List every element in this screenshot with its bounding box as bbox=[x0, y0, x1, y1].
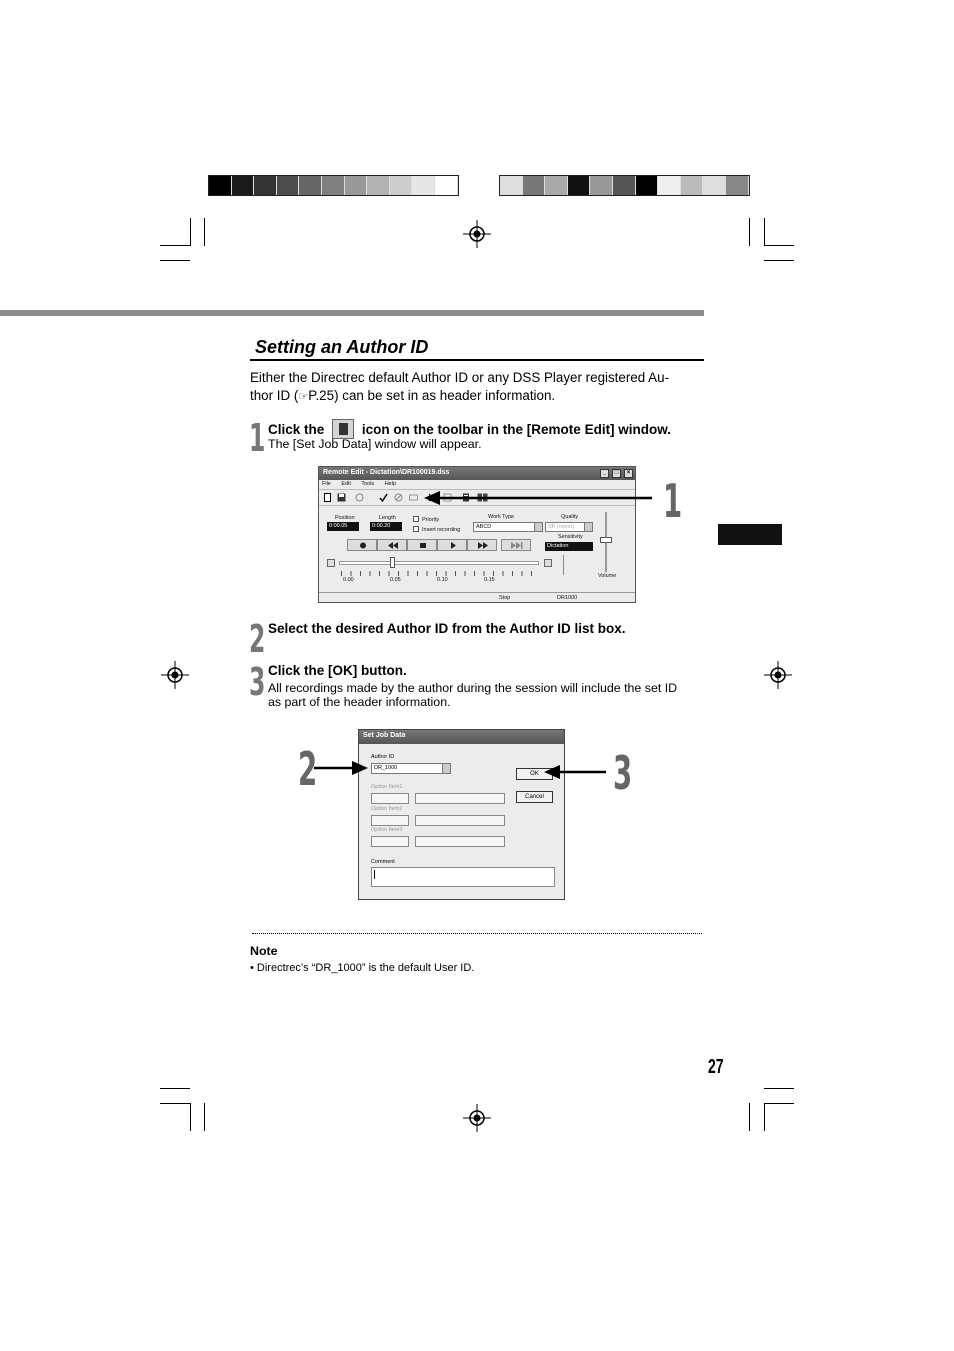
color-bar-right bbox=[499, 175, 750, 196]
tick-label: 0.10 bbox=[437, 577, 448, 583]
chapter-tab bbox=[718, 524, 782, 545]
step-body bbox=[268, 681, 708, 709]
tick-label: 0.00 bbox=[343, 577, 354, 583]
intro-line2a: thor ID ( bbox=[250, 388, 299, 403]
note-heading: Note bbox=[250, 944, 278, 958]
page-number: 27 bbox=[708, 1056, 724, 1078]
worktype-label: Work Type bbox=[488, 514, 515, 520]
menu-help[interactable]: Help bbox=[384, 481, 397, 487]
set-job-data-dialog bbox=[358, 729, 565, 900]
new-file-icon[interactable] bbox=[323, 493, 332, 502]
registration-mark-icon bbox=[463, 1104, 491, 1132]
step1-title-a: Click the bbox=[268, 422, 325, 437]
hand-icon[interactable] bbox=[355, 493, 364, 502]
chevron-down-icon[interactable] bbox=[442, 764, 450, 773]
close-button[interactable]: × bbox=[624, 469, 633, 478]
dialog-title: Set Job Data bbox=[363, 732, 406, 739]
stop-button[interactable] bbox=[407, 539, 437, 551]
step1-title-b: icon on the toolbar in the [Remote Edit] window. bbox=[361, 422, 672, 437]
option-item2-label: Option Item2 bbox=[371, 806, 403, 812]
author-id-label: Author ID bbox=[371, 754, 395, 760]
quality-value: SP (mono) bbox=[548, 524, 575, 530]
option-item3-label: Option Item3 bbox=[371, 827, 403, 833]
minimize-button[interactable]: _ bbox=[600, 469, 609, 478]
sensitivity-label: Sensitivity bbox=[558, 534, 583, 540]
dialog-titlebar bbox=[359, 730, 564, 744]
priority-label: Priority bbox=[422, 517, 440, 523]
scroll-left-button[interactable] bbox=[327, 559, 335, 567]
sensitivity-value[interactable]: Dictation bbox=[545, 542, 593, 551]
position-label: Position bbox=[335, 515, 355, 521]
step3-body-line2: as part of the header information. bbox=[268, 695, 451, 709]
insert-recording-checkbox[interactable] bbox=[413, 526, 419, 532]
tick-label: 0.05 bbox=[390, 577, 401, 583]
step-title bbox=[268, 419, 671, 439]
book-icon[interactable] bbox=[409, 493, 418, 502]
rewind-button[interactable] bbox=[377, 539, 407, 551]
callout-arrow-2 bbox=[314, 760, 368, 776]
insert-recording-label: Insert recording bbox=[422, 527, 461, 533]
dotted-separator bbox=[252, 933, 702, 934]
timeline-ticks bbox=[341, 571, 537, 576]
option-item3-field[interactable] bbox=[371, 836, 409, 847]
registration-mark-icon bbox=[463, 220, 491, 248]
volume-slider-thumb[interactable] bbox=[600, 537, 612, 543]
set-job-data-icon bbox=[332, 419, 354, 439]
menu-tools[interactable]: Tools bbox=[361, 481, 375, 487]
tick-label: 0.15 bbox=[484, 577, 495, 583]
priority-checkbox[interactable] bbox=[413, 516, 419, 522]
quality-select[interactable] bbox=[545, 522, 593, 532]
step3-body-line1: All recordings made by the author during the session will include the set ID bbox=[268, 681, 678, 695]
save-icon[interactable] bbox=[337, 493, 346, 502]
cancel-icon[interactable] bbox=[394, 493, 403, 502]
callout-arrow-1 bbox=[424, 490, 654, 506]
scroll-right-button[interactable] bbox=[544, 559, 552, 567]
option-item1-field[interactable] bbox=[371, 793, 409, 804]
worktype-select[interactable] bbox=[473, 522, 543, 532]
position-track[interactable] bbox=[339, 561, 539, 565]
callout-number: 3 bbox=[613, 746, 633, 800]
window-title: Remote Edit - Dictation\DR100019.dss bbox=[323, 469, 450, 476]
callout-arrow-3 bbox=[544, 764, 606, 780]
status-bar bbox=[319, 592, 635, 602]
comment-label: Comment bbox=[371, 859, 395, 865]
option-item1-label: Option Item1 bbox=[371, 784, 403, 790]
quality-label: Quality bbox=[561, 514, 579, 520]
menu-bar bbox=[319, 480, 635, 490]
chevron-down-icon[interactable] bbox=[584, 523, 592, 531]
skip-end-button[interactable] bbox=[501, 539, 531, 551]
note-bullet: • Directrec’s “DR_1000” is the default User ID. bbox=[250, 962, 475, 974]
status-right: DR1000 bbox=[557, 595, 578, 601]
page-title: Setting an Author ID bbox=[255, 337, 429, 357]
author-id-select[interactable] bbox=[371, 763, 451, 774]
ok-button[interactable]: OK bbox=[516, 768, 553, 780]
maximize-button[interactable]: □ bbox=[612, 469, 621, 478]
title-underline bbox=[250, 359, 704, 361]
registration-mark-icon bbox=[764, 661, 792, 689]
author-id-value: DR_1000 bbox=[374, 765, 398, 771]
intro-paragraph bbox=[250, 369, 705, 406]
worktype-value: ABCD bbox=[476, 524, 492, 530]
option-item3-value[interactable] bbox=[415, 836, 505, 847]
option-item2-value[interactable] bbox=[415, 815, 505, 826]
intro-line2b: P.25) can be set in as header information. bbox=[308, 388, 556, 403]
check-icon[interactable] bbox=[379, 493, 388, 502]
callout-number: 1 bbox=[663, 474, 683, 528]
comment-input[interactable] bbox=[371, 867, 555, 887]
registration-mark-icon bbox=[161, 661, 189, 689]
intro-line1: Either the Directrec default Author ID or any DSS Player registered Au- bbox=[250, 370, 670, 385]
option-item2-field[interactable] bbox=[371, 815, 409, 826]
step-title: Select the desired Author ID from the Author ID list box. bbox=[268, 621, 626, 636]
step-number: 1 bbox=[249, 416, 266, 460]
length-value: 0:00.20 bbox=[370, 522, 402, 531]
menu-edit[interactable]: Edit bbox=[341, 481, 351, 487]
position-value: 0:00.05 bbox=[327, 522, 359, 531]
step-body: The [Set Job Data] window will appear. bbox=[268, 437, 482, 451]
fast-forward-button[interactable] bbox=[467, 539, 497, 551]
step-number: 2 bbox=[249, 617, 266, 661]
volume-label: Volume bbox=[598, 573, 617, 579]
color-bar-left bbox=[208, 175, 459, 196]
sensitivity-slider[interactable] bbox=[563, 555, 564, 575]
option-item1-value[interactable] bbox=[415, 793, 505, 804]
chevron-down-icon[interactable] bbox=[534, 523, 542, 531]
record-button[interactable] bbox=[347, 539, 377, 551]
header-rule bbox=[0, 310, 704, 316]
remote-edit-window bbox=[318, 466, 636, 603]
status-left: Stop bbox=[499, 595, 511, 601]
window-titlebar bbox=[319, 467, 635, 480]
menu-file[interactable]: File bbox=[322, 481, 331, 487]
play-button[interactable] bbox=[437, 539, 467, 551]
position-thumb[interactable] bbox=[390, 557, 395, 568]
step-number: 3 bbox=[249, 660, 266, 704]
length-label: Length bbox=[379, 515, 396, 521]
reference-hand-icon: ☞ bbox=[298, 391, 309, 403]
cancel-button[interactable]: Cancel bbox=[516, 791, 553, 803]
callout-number: 2 bbox=[298, 742, 318, 796]
step-title: Click the [OK] button. bbox=[268, 663, 407, 678]
